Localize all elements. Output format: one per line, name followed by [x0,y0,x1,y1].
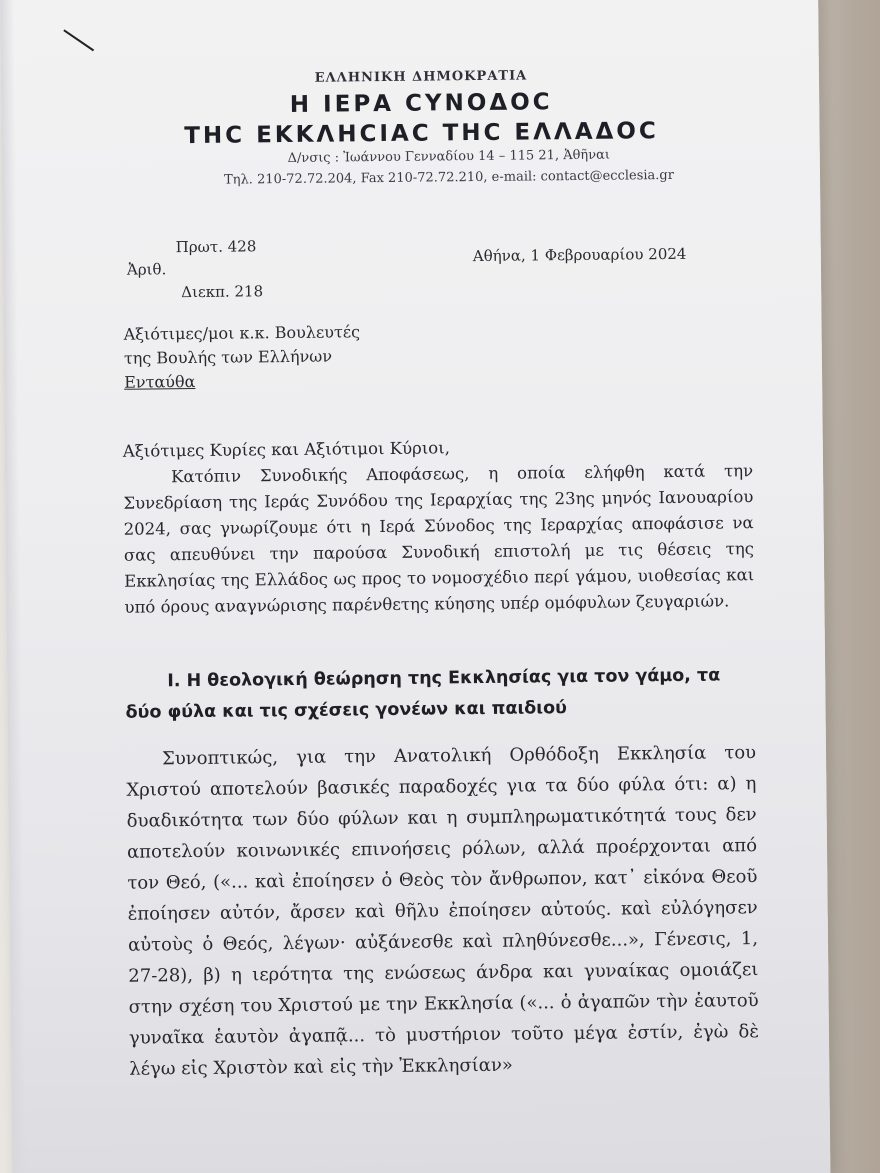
synod-title-line2: ΤΗC ΕΚΚΛΗCΙΑC ΤΗC ΕΛΛΑΔΟC [184,118,659,150]
contact-line: Τηλ. 210-72.72.204, Fax 210-72.72.210, e-mail: contact@ecclesia.gr [223,167,675,188]
paragraph-intro: Κατόπιν Συνοδικής Αποφάσεως, η οποία ελήφθη κατά την Συνεδρίαση της Ιεράς Συνόδου της Ιεραρχίας της 23ης μηνός Ιανουαρίου 2024, σας γνωρίζουμε ότι η Ιερά Σύνοδος της Ιεραρχίας αποφάσισε να σας απευθύνει την παρούσα Συνοδική επιστολή με τις θέσεις της Εκκλησίας της Ελλάδος ως προς το νομοσχέδιο περί γάμου, υιοθεσίας και υπό όρους αναγνώρισης παρένθετης κύησης υπέρ ομόφυλων ζευγαριών. [123,461,755,617]
recipient-line2: της Βουλής των Ελλήνων [123,346,333,368]
number-label: Ἀριθ. [126,260,167,279]
greeting: Αξιότιμες Κυρίες και Αξιότιμοι Κύριοι, [122,438,450,461]
section-heading: Ι. Η θεολογική θεώρηση της Εκκλησίας για τον γάμο, τα δύο φύλα και τις σχέσεις γονέων και παιδιού [125,665,721,723]
synod-title-line1: Η ΙΕΡΑ CΥΝΟΔΟC [289,89,553,118]
protocol-number: Πρωτ. 428 [175,237,257,257]
recipient-line3: Ενταύθα [124,371,196,392]
address-line: Δ/νσις : Ἰωάννου Γενναδίου 14 – 115 21, Ἀθῆναι [287,147,611,166]
paragraph-theology: Συνοπτικώς, για την Ανατολική Ορθόδοξη Εκκλησία του Χριστού αποτελούν βασικές παραδοχές για τα δύο φύλα ότι: α) η δυαδικότητα των δύο φύλων και η συμπληρωματικότητά τους δεν αποτελούν κοινωνικές επινοήσεις ρόλων, αλλά προέρχονται από τον Θεό, («... καὶ ἐποίησεν ὁ Θεὸς τὸν ἄνθρωπον, κατ᾽ εἰκόνα Θεοῦ ἐποίησεν αὐτόν, ἄρσεν καὶ θῆλυ ἐποίησεν αὐτούς. καὶ εὐλόγησεν αὐτοὺς ὁ Θεός, λέγων· αὐξάνεσθε καὶ πληθύνεσθε...», Γένεσις, 1, 27-28), β) η ιερότητα της ενώσεως άνδρα και γυναίκας ομοιάζει στην σχέση του Χριστού με την Εκκλησία («... ὁ ἀγαπῶν τὴν ἑαυτοῦ γυναῖκα ἑαυτὸν ἀγαπᾷ... τὸ μυστήριον τοῦτο μέγα ἐστίν, ἐγὼ δὲ λέγω εἰς Χριστὸν καὶ εἰς τὴν Ἐκκλησίαν» [126,742,760,1080]
letterhead [151,67,692,152]
recipient-line1: Αξιότιμες/μοι κ.κ. Βουλευτές [123,322,361,344]
letter-date: Αθήνα, 1 Φεβρουαρίου 2024 [472,244,687,266]
recipient-block [124,320,361,394]
dispatch-number: Διεκπ. 218 [181,282,264,302]
republic-title: ΕΛΛΗΝΙΚΗ ΔΗΜΟΚΡΑΤΙΑ [314,68,528,86]
letterhead-address [189,144,709,191]
pen-mark [63,29,94,51]
